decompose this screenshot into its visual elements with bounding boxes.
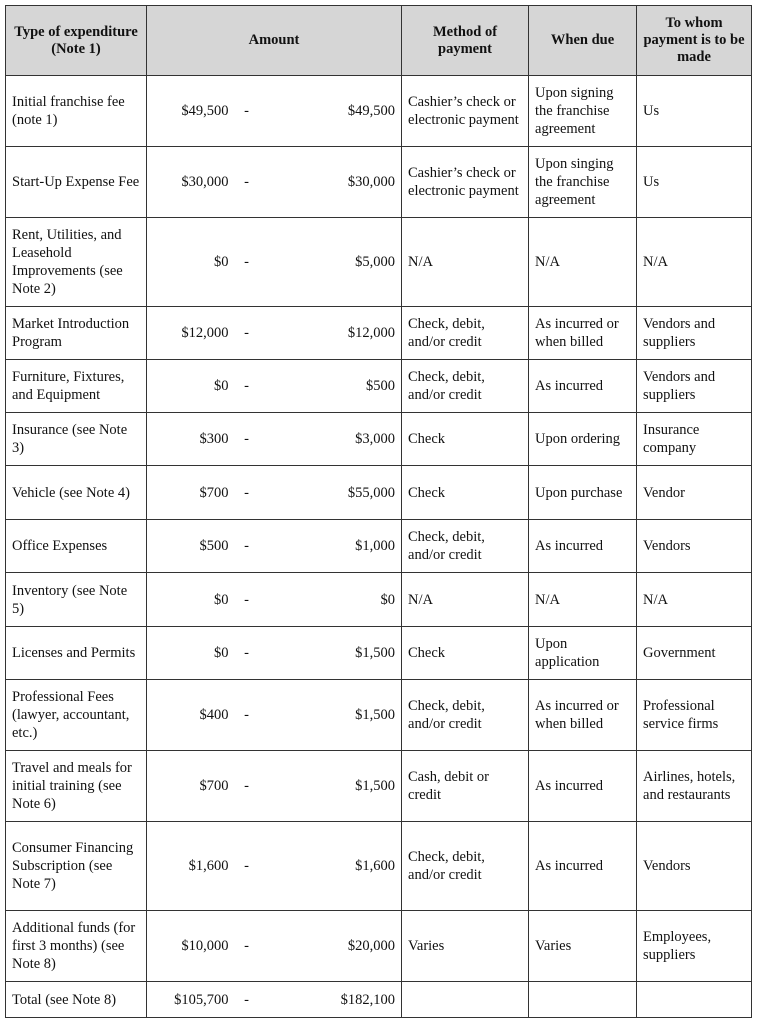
cell-method: Check	[402, 413, 529, 466]
cell-amount-low: $12,000	[147, 307, 237, 360]
cell-due: Upon signing the franchise agreement	[529, 76, 637, 147]
cell-amount-low: $700	[147, 466, 237, 520]
cell-amount-dash: -	[237, 911, 257, 982]
cell-amount-low: $700	[147, 751, 237, 822]
cell-method: Check	[402, 627, 529, 680]
cell-amount-low: $300	[147, 413, 237, 466]
table-row	[6, 360, 752, 413]
cell-amount-low: $105,700	[147, 982, 237, 1018]
cell-amount-dash: -	[237, 147, 257, 218]
cell-amount-high: $12,000	[257, 307, 402, 360]
cell-amount-low: $400	[147, 680, 237, 751]
cell-amount-dash: -	[237, 822, 257, 911]
cell-type: Office Expenses	[6, 520, 147, 573]
table-row	[6, 573, 752, 627]
table-row	[6, 413, 752, 466]
cell-method: Cashier’s check or electronic payment	[402, 76, 529, 147]
cell-amount-low: $0	[147, 360, 237, 413]
cell-amount-dash: -	[237, 751, 257, 822]
cell-amount-high: $500	[257, 360, 402, 413]
cell-amount-dash: -	[237, 627, 257, 680]
cell-amount-dash: -	[237, 218, 257, 307]
cell-amount-low: $0	[147, 627, 237, 680]
cell-method: Cash, debit or credit	[402, 751, 529, 822]
cell-type: Total (see Note 8)	[6, 982, 147, 1018]
cell-payee: Vendors and suppliers	[637, 307, 752, 360]
cell-amount-high: $182,100	[257, 982, 402, 1018]
cell-payee: N/A	[637, 218, 752, 307]
cell-method: Check, debit, and/or credit	[402, 307, 529, 360]
cell-due: N/A	[529, 218, 637, 307]
cell-due: As incurred	[529, 520, 637, 573]
cell-type: Inventory (see Note 5)	[6, 573, 147, 627]
cell-payee: Us	[637, 147, 752, 218]
table-row	[6, 822, 752, 911]
table-row	[6, 680, 752, 751]
cell-type: Rent, Utilities, and Leasehold Improvements (see Note 2)	[6, 218, 147, 307]
cell-amount-low: $0	[147, 573, 237, 627]
table-row	[6, 147, 752, 218]
cell-type: Travel and meals for initial training (see Note 6)	[6, 751, 147, 822]
cell-amount-dash: -	[237, 982, 257, 1018]
cell-payee: Employees, suppliers	[637, 911, 752, 982]
cell-method: Check, debit, and/or credit	[402, 822, 529, 911]
cell-amount-dash: -	[237, 307, 257, 360]
cell-amount-high: $3,000	[257, 413, 402, 466]
cell-amount-dash: -	[237, 413, 257, 466]
header-amount: Amount	[147, 6, 402, 76]
cell-amount-high: $1,600	[257, 822, 402, 911]
cell-due: Upon purchase	[529, 466, 637, 520]
cell-amount-high: $20,000	[257, 911, 402, 982]
cell-amount-high: $1,500	[257, 680, 402, 751]
cell-due: As incurred or when billed	[529, 680, 637, 751]
table-row	[6, 76, 752, 147]
cell-payee: Insurance company	[637, 413, 752, 466]
cell-amount-high: $1,000	[257, 520, 402, 573]
cell-payee	[637, 982, 752, 1018]
table-row	[6, 751, 752, 822]
cell-payee: Vendors and suppliers	[637, 360, 752, 413]
cell-amount-low: $49,500	[147, 76, 237, 147]
cell-type: Market Introduction Program	[6, 307, 147, 360]
header-row	[6, 6, 752, 76]
cell-type: Professional Fees (lawyer, accountant, etc.)	[6, 680, 147, 751]
cell-amount-low: $10,000	[147, 911, 237, 982]
cell-payee: N/A	[637, 573, 752, 627]
cell-amount-low: $30,000	[147, 147, 237, 218]
cell-amount-dash: -	[237, 466, 257, 520]
table-row	[6, 218, 752, 307]
cell-amount-dash: -	[237, 360, 257, 413]
table-row	[6, 307, 752, 360]
table-row	[6, 627, 752, 680]
cell-type: Furniture, Fixtures, and Equipment	[6, 360, 147, 413]
cell-due: Upon ordering	[529, 413, 637, 466]
cell-method	[402, 982, 529, 1018]
cell-method: Cashier’s check or electronic payment	[402, 147, 529, 218]
cell-method: Check	[402, 466, 529, 520]
header-method: Method of payment	[402, 6, 529, 76]
cell-method: Check, debit, and/or credit	[402, 520, 529, 573]
cell-amount-low: $0	[147, 218, 237, 307]
header-payee: To whom payment is to be made	[637, 6, 752, 76]
cell-amount-high: $1,500	[257, 751, 402, 822]
table-row	[6, 911, 752, 982]
cell-amount-low: $500	[147, 520, 237, 573]
cell-due: As incurred	[529, 822, 637, 911]
initial-investment-table	[5, 5, 752, 1018]
cell-method: N/A	[402, 218, 529, 307]
cell-method: N/A	[402, 573, 529, 627]
cell-due: As incurred	[529, 751, 637, 822]
expenditure-table-wrapper	[5, 5, 752, 1018]
cell-due: N/A	[529, 573, 637, 627]
header-due: When due	[529, 6, 637, 76]
cell-type: Consumer Financing Subscription (see Note 7)	[6, 822, 147, 911]
cell-payee: Vendors	[637, 822, 752, 911]
table-row	[6, 982, 752, 1018]
cell-method: Check, debit, and/or credit	[402, 680, 529, 751]
cell-payee: Vendors	[637, 520, 752, 573]
cell-type: Additional funds (for first 3 months) (see Note 8)	[6, 911, 147, 982]
cell-amount-dash: -	[237, 680, 257, 751]
table-row	[6, 466, 752, 520]
cell-due: Upon application	[529, 627, 637, 680]
cell-payee: Government	[637, 627, 752, 680]
cell-due: As incurred	[529, 360, 637, 413]
cell-amount-high: $5,000	[257, 218, 402, 307]
cell-amount-low: $1,600	[147, 822, 237, 911]
cell-payee: Airlines, hotels, and restaurants	[637, 751, 752, 822]
cell-amount-dash: -	[237, 76, 257, 147]
cell-method: Varies	[402, 911, 529, 982]
cell-method: Check, debit, and/or credit	[402, 360, 529, 413]
table-row	[6, 520, 752, 573]
cell-type: Start-Up Expense Fee	[6, 147, 147, 218]
cell-amount-high: $30,000	[257, 147, 402, 218]
header-type: Type of expenditure (Note 1)	[6, 6, 147, 76]
cell-amount-dash: -	[237, 573, 257, 627]
cell-type: Licenses and Permits	[6, 627, 147, 680]
cell-due	[529, 982, 637, 1018]
cell-amount-high: $49,500	[257, 76, 402, 147]
cell-amount-high: $0	[257, 573, 402, 627]
cell-payee: Us	[637, 76, 752, 147]
cell-payee: Professional service firms	[637, 680, 752, 751]
cell-amount-high: $1,500	[257, 627, 402, 680]
cell-due: As incurred or when billed	[529, 307, 637, 360]
table-body	[6, 76, 752, 1018]
cell-payee: Vendor	[637, 466, 752, 520]
cell-due: Varies	[529, 911, 637, 982]
cell-amount-high: $55,000	[257, 466, 402, 520]
cell-type: Vehicle (see Note 4)	[6, 466, 147, 520]
cell-due: Upon singing the franchise agreement	[529, 147, 637, 218]
cell-amount-dash: -	[237, 520, 257, 573]
cell-type: Insurance (see Note 3)	[6, 413, 147, 466]
cell-type: Initial franchise fee (note 1)	[6, 76, 147, 147]
